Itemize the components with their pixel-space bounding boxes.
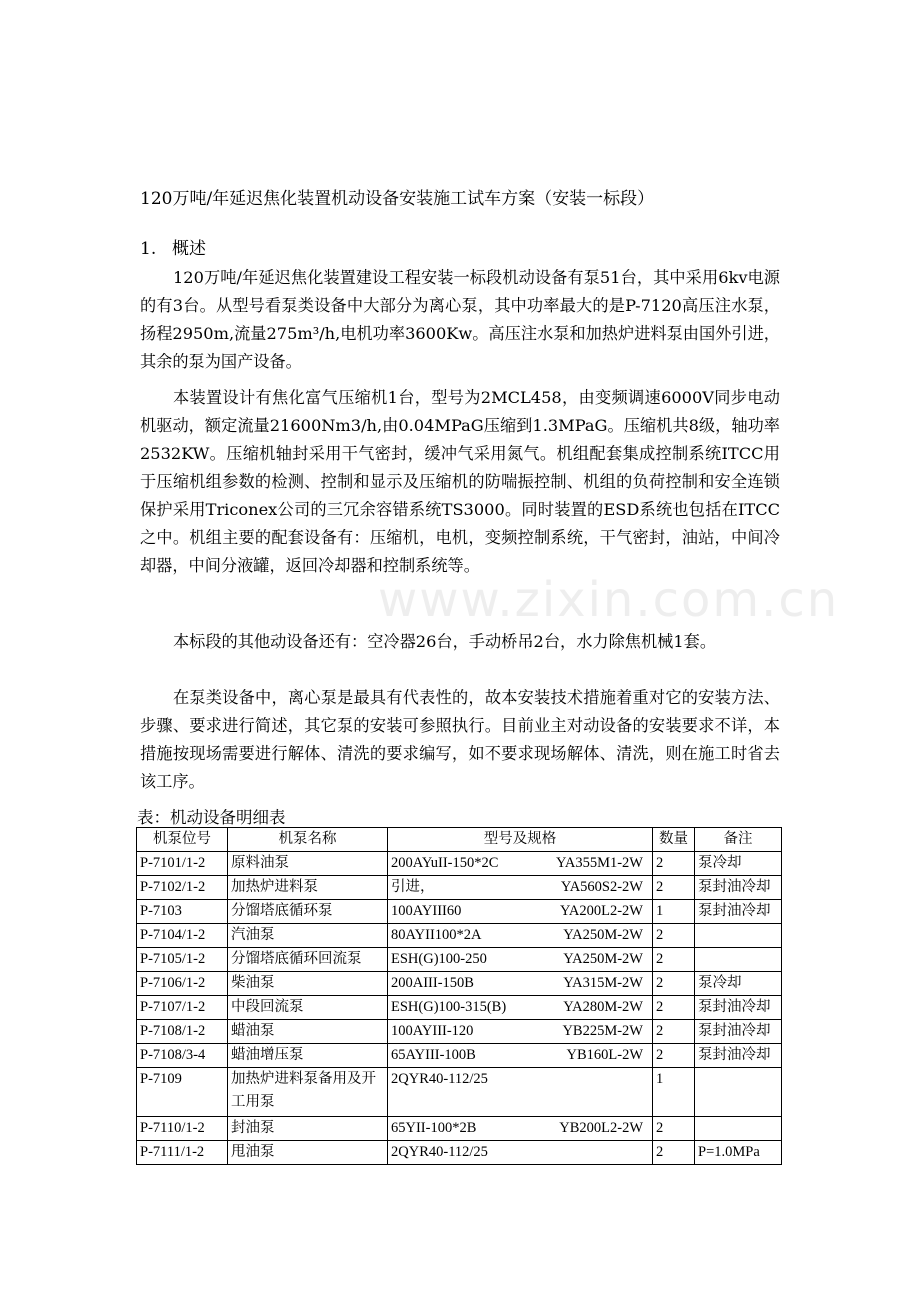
cell-name: 甩油泵 [228,1141,388,1165]
paragraph-compressor: 本装置设计有焦化富气压缩机1台，型号为2MCL458，由变频调速6000V同步电动机驱动，额定流量21600Nm3/h,由0.04MPaG压缩到1.3MPaG。压缩机共8级，轴功率2532KW。压缩机轴封采用干气密封，缓冲气采用氮气。机组配套集成控制系统ITCC用于压缩机组参数的检测、控制和显示及压缩机的防喘振控制、机组的负荷控制和安全连锁保护采用Triconex公司的三冗余容错系统TS3000。同时装置的ESD系统也包括在ITCC之中。机组主要的配套设备有：压缩机，电机，变频控制系统，干气密封，油站，中间冷却器，中间分液罐，返回冷却器和控制系统等。 [140,388,780,575]
model-spec [391,924,649,947]
header-quantity: 数量 [653,828,695,852]
motor-model: YA250M-2W [563,927,643,943]
table-row [137,1141,782,1165]
motor-model: YA250M-2W [563,951,643,967]
cell-model [388,1020,653,1044]
motor-model [643,1068,649,1091]
cell-remark [695,1068,782,1117]
cell-model [388,996,653,1020]
model-spec [391,948,649,971]
cell-model [388,900,653,924]
motor-model: YA355M1-2W [556,855,643,871]
table-row [137,948,782,972]
cell-position: P-7106/1-2 [137,972,228,996]
cell-position: P-7108/3-4 [137,1044,228,1068]
cell-model [388,852,653,876]
table-row [137,1020,782,1044]
cell-position: P-7108/1-2 [137,1020,228,1044]
motor-model: YB225M-2W [562,1023,643,1039]
cell-model [388,972,653,996]
pump-model: 80AYII100*2A [391,927,482,943]
pump-model: 65YII-100*2B [391,1120,477,1136]
cell-position: P-7105/1-2 [137,948,228,972]
cell-quantity: 1 [653,900,695,924]
header-remark: 备注 [695,828,782,852]
cell-position: P-7110/1-2 [137,1117,228,1141]
pump-model: 2QYR40-112/25 [391,1071,488,1087]
cell-model [388,924,653,948]
cell-quantity: 2 [653,996,695,1020]
model-spec [391,1020,649,1043]
cell-model [388,876,653,900]
cell-name: 原料油泵 [228,852,388,876]
table-caption: 表：机动设备明细表 [137,808,286,827]
table-row [137,1068,782,1117]
section-title: 概述 [172,239,206,259]
cell-quantity: 2 [653,1117,695,1141]
pump-model: 2QYR40-112/25 [391,1144,488,1160]
model-spec [391,1117,649,1140]
cell-remark: 泵封油冷却 [695,876,782,900]
pump-model: 100AYIII-120 [391,1023,474,1039]
model-spec [391,1068,649,1091]
cell-name: 封油泵 [228,1117,388,1141]
section-number: 1. [140,239,157,259]
pump-model: 200AIII-150B [391,975,474,991]
cell-remark: 泵封油冷却 [695,1044,782,1068]
equipment-table [136,827,782,1165]
paragraph-other-equipment: 本标段的其他动设备还有：空冷器26台，手动桥吊2台，水力除焦机械1套。 [173,632,717,651]
cell-position: P-7107/1-2 [137,996,228,1020]
cell-quantity: 2 [653,948,695,972]
model-spec [391,852,649,875]
cell-position: P-7104/1-2 [137,924,228,948]
table-row [137,1044,782,1068]
cell-model [388,1044,653,1068]
paragraph-pumps-overview: 120万吨/年延迟焦化装置建设工程安装一标段机动设备有泵51台，其中采用6kv电源的有3台。从型号看泵类设备中大部分为离心泵，其中功率最大的是P-7120高压注水泵，扬程2950m,流量275m³/h,电机功率3600Kw。高压注水泵和加热炉进料泵由国外引进，其余的泵为国产设备。 [140,268,780,371]
motor-model: YB200L2-2W [559,1120,643,1136]
cell-remark: 泵封油冷却 [695,1020,782,1044]
cell-name: 柴油泵 [228,972,388,996]
cell-remark: 泵封油冷却 [695,996,782,1020]
table-row [137,1117,782,1141]
cell-model [388,948,653,972]
cell-name: 加热炉进料泵 [228,876,388,900]
pump-model: 100AYIII60 [391,903,462,919]
watermark: www.zixin.com.cn [378,572,840,628]
table-row [137,852,782,876]
table-row [137,924,782,948]
motor-model: YA315M-2W [563,975,643,991]
cell-name: 蜡油增压泵 [228,1044,388,1068]
table-row [137,876,782,900]
model-spec [391,900,649,923]
cell-remark [695,924,782,948]
cell-name: 中段回流泵 [228,996,388,1020]
cell-quantity: 2 [653,1020,695,1044]
cell-model [388,1068,653,1117]
paragraph-installation-notes: 在泵类设备中，离心泵是最具有代表性的，故本安装技术措施着重对它的安装方法、步骤、要求进行简述，其它泵的安装可参照执行。目前业主对动设备的安装要求不详，本措施按现场需要进行解体、清洗的要求编写，如不要求现场解体、清洗，则在施工时省去该工序。 [140,688,780,791]
table-row [137,996,782,1020]
cell-quantity: 2 [653,1044,695,1068]
model-spec [391,972,649,995]
cell-remark: P=1.0MPa [695,1141,782,1165]
pump-model: ESH(G)100-315(B) [391,999,507,1015]
document-title: 120万吨/年延迟焦化装置机动设备安装施工试车方案（安装一标段） [140,189,655,209]
motor-model: YB160L-2W [566,1047,643,1063]
model-spec [391,1044,649,1067]
cell-remark: 泵封油冷却 [695,900,782,924]
model-spec [391,876,649,899]
cell-name: 加热炉进料泵备用及开工用泵 [228,1068,388,1117]
header-position: 机泵位号 [137,828,228,852]
motor-model: YA560S2-2W [560,879,643,895]
cell-name: 汽油泵 [228,924,388,948]
motor-model [643,1141,649,1164]
cell-remark: 泵冷却 [695,972,782,996]
cell-name: 分馏塔底循环回流泵 [228,948,388,972]
cell-model [388,1141,653,1165]
table-header-row [137,828,782,852]
cell-position: P-7102/1-2 [137,876,228,900]
table-body [137,852,782,1165]
cell-quantity: 2 [653,1141,695,1165]
cell-quantity: 2 [653,924,695,948]
cell-remark [695,948,782,972]
table-row [137,900,782,924]
motor-model: YA280M-2W [563,999,643,1015]
cell-position: P-7111/1-2 [137,1141,228,1165]
cell-name: 分馏塔底循环泵 [228,900,388,924]
pump-model: 引进， [391,879,435,895]
cell-quantity: 1 [653,1068,695,1117]
model-spec [391,996,649,1019]
cell-position: P-7101/1-2 [137,852,228,876]
pump-model: ESH(G)100-250 [391,951,487,967]
section-heading [140,234,206,259]
header-name: 机泵名称 [228,828,388,852]
cell-name: 蜡油泵 [228,1020,388,1044]
motor-model: YA200L2-2W [560,903,643,919]
cell-remark: 泵冷却 [695,852,782,876]
table-row [137,972,782,996]
cell-remark [695,1117,782,1141]
pump-model: 65AYIII-100B [391,1047,476,1063]
cell-position: P-7103 [137,900,228,924]
cell-quantity: 2 [653,876,695,900]
cell-quantity: 2 [653,972,695,996]
pump-model: 200AYuII-150*2C [391,855,499,871]
cell-quantity: 2 [653,852,695,876]
header-model: 型号及规格 [388,828,653,852]
cell-position: P-7109 [137,1068,228,1117]
model-spec [391,1141,649,1164]
cell-model [388,1117,653,1141]
